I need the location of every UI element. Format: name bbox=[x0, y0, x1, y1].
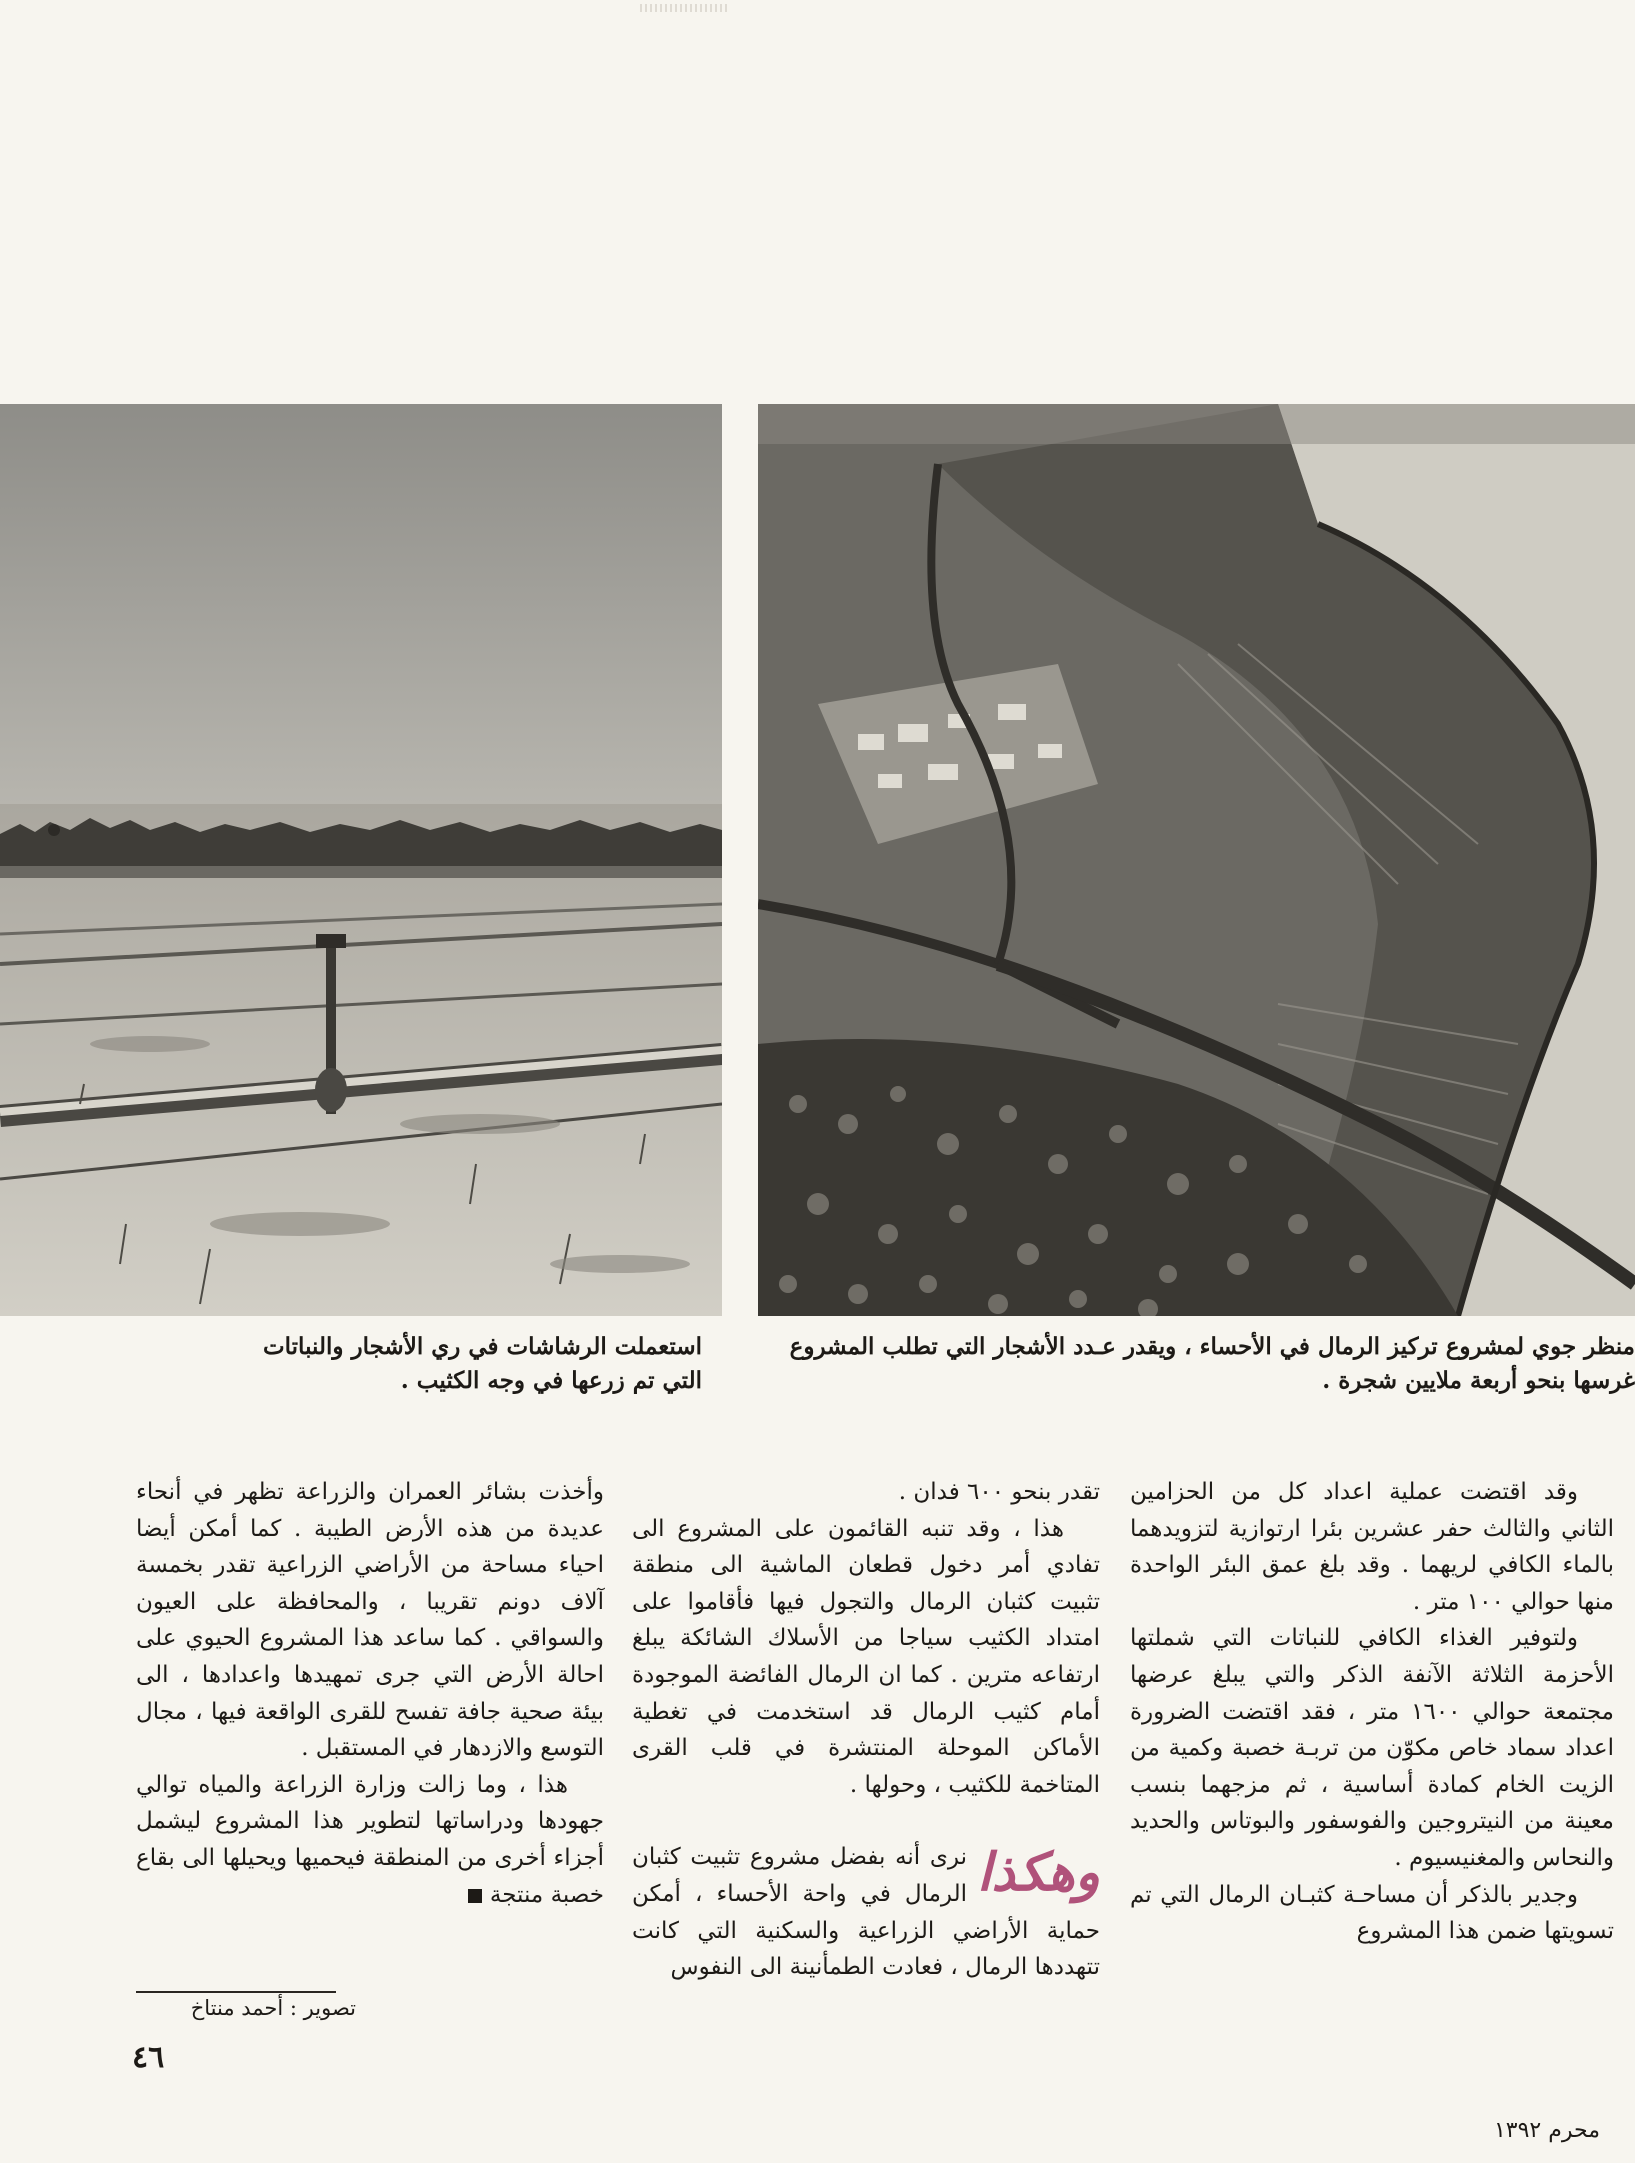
print-speck bbox=[640, 4, 730, 12]
end-mark bbox=[468, 1889, 482, 1903]
aerial-photo bbox=[758, 404, 1635, 1316]
credit-rule bbox=[136, 1991, 336, 1993]
issue-date: محرم ١٣٩٢ bbox=[1493, 2118, 1600, 2143]
sprinkler-photo-caption: استعملت الرشاشات في ري الأشجار والنباتات التي تم زرعها في وجه الكثيب . bbox=[263, 1333, 702, 1394]
sprinkler-photo-image bbox=[0, 404, 722, 1316]
paragraph: وأخذت بشائر العمران والزراعة تظهر في أنحاء عديدة من هذه الأرض الطيبة . كما أمكن أيضا احياء مساحة من الأراضي الزراعية تقدر بخمسة آلاف دونم تقريبا ، والمحافظة على العيون والسواقي . كما ساعد هذا المشروع الحيوي على احالة الأرض التي جرى تمهيدها واعدادها ، الى بيئة صحية جافة تفسح للقرى الواقعة فيها ، مجال التوسع والازدهار في المستقبل . bbox=[136, 1479, 604, 1762]
article-column-middle bbox=[632, 1474, 1100, 1986]
article-column-left bbox=[136, 1474, 604, 1913]
paragraph: هذا ، وقد تنبه القائمون على المشروع الى تفادي أمر دخول قطعان الماشية الى منطقة تثبيت كثبان الرمال والتجول فيها فأقاموا على امتداد الكثيب سياجا من الأسلاك الشائكة يبلغ ارتفاعه مترين . كما ان الرمال الفائضة الموجودة أمام كثيب الرمال قد استخدمت في تغطية الأماكن الموحلة المنتشرة في قلب القرى المتاخمة للكثيب ، وحولها . bbox=[632, 1515, 1100, 1798]
photo-credit: تصوير : أحمد منتاخ bbox=[190, 1996, 356, 2020]
paragraph-text: نرى أنه بفضل مشروع تثبيت كثبان الرمال في واحة الأحساء ، أمكن حماية الأراضي الزراعية والسكنية التي كانت تتهددها الرمال ، فعادت الطمأنينة الى النفوس bbox=[632, 1844, 1100, 1981]
paragraph: ولتوفير الغذاء الكافي للنباتات التي شملتها الأحزمة الثلاثة الآنفة الذكر والتي يبلغ عرضها مجتمعة حوالي ١٦٠٠ متر ، فقد اقتضت الضرورة اعداد سماد خاص مكوّن من تربـة خصبة وكمية من الزيت الخام كمادة أساسية ، ثم مزجهما بنسب معينة من النيتروجين والفوسفور والبوتاس والحديد والنحاس والمغنيسيوم . bbox=[1130, 1625, 1614, 1871]
aerial-photo-caption: منظر جوي لمشروع تركيز الرمال في الأحساء ، ويقدر عـدد الأشجار التي تطلب المشروع غرسها بنحو أربعة ملايين شجرة . bbox=[789, 1333, 1635, 1394]
paragraph: وجدير بالذكر أن مساحـة كثبـان الرمال التي تم تسويتها ضمن هذا المشروع bbox=[1130, 1881, 1614, 1945]
sprinkler-photo bbox=[0, 404, 722, 1316]
paragraph bbox=[136, 1767, 604, 1913]
paragraph-with-drop-word bbox=[632, 1839, 1100, 1985]
paragraph: تقدر بنحو ٦٠٠ فدان . bbox=[898, 1479, 1100, 1505]
paragraph: وقد اقتضت عملية اعداد كل من الحزامين الثاني والثالث حفر عشرين بئرا ارتوازية لتزويدهما بالماء الكافي لريهما . وقد بلغ عمق البئر الواحدة منها حوالي ١٠٠ متر . bbox=[1130, 1479, 1614, 1615]
article-column-right bbox=[1130, 1474, 1614, 1950]
aerial-photo-image bbox=[758, 404, 1635, 1316]
drop-word: وهكذا bbox=[977, 1842, 1100, 1904]
paragraph-text: هذا ، وما زالت وزارة الزراعة والمياه توالي جهودها ودراساتها لتطوير هذا المشروع ليشمل أجزاء أخرى من المنطقة فيحميها ويحيلها الى بقاع خصبة منتجة bbox=[136, 1771, 604, 1908]
page-number: ٤٦ bbox=[132, 2040, 165, 2075]
